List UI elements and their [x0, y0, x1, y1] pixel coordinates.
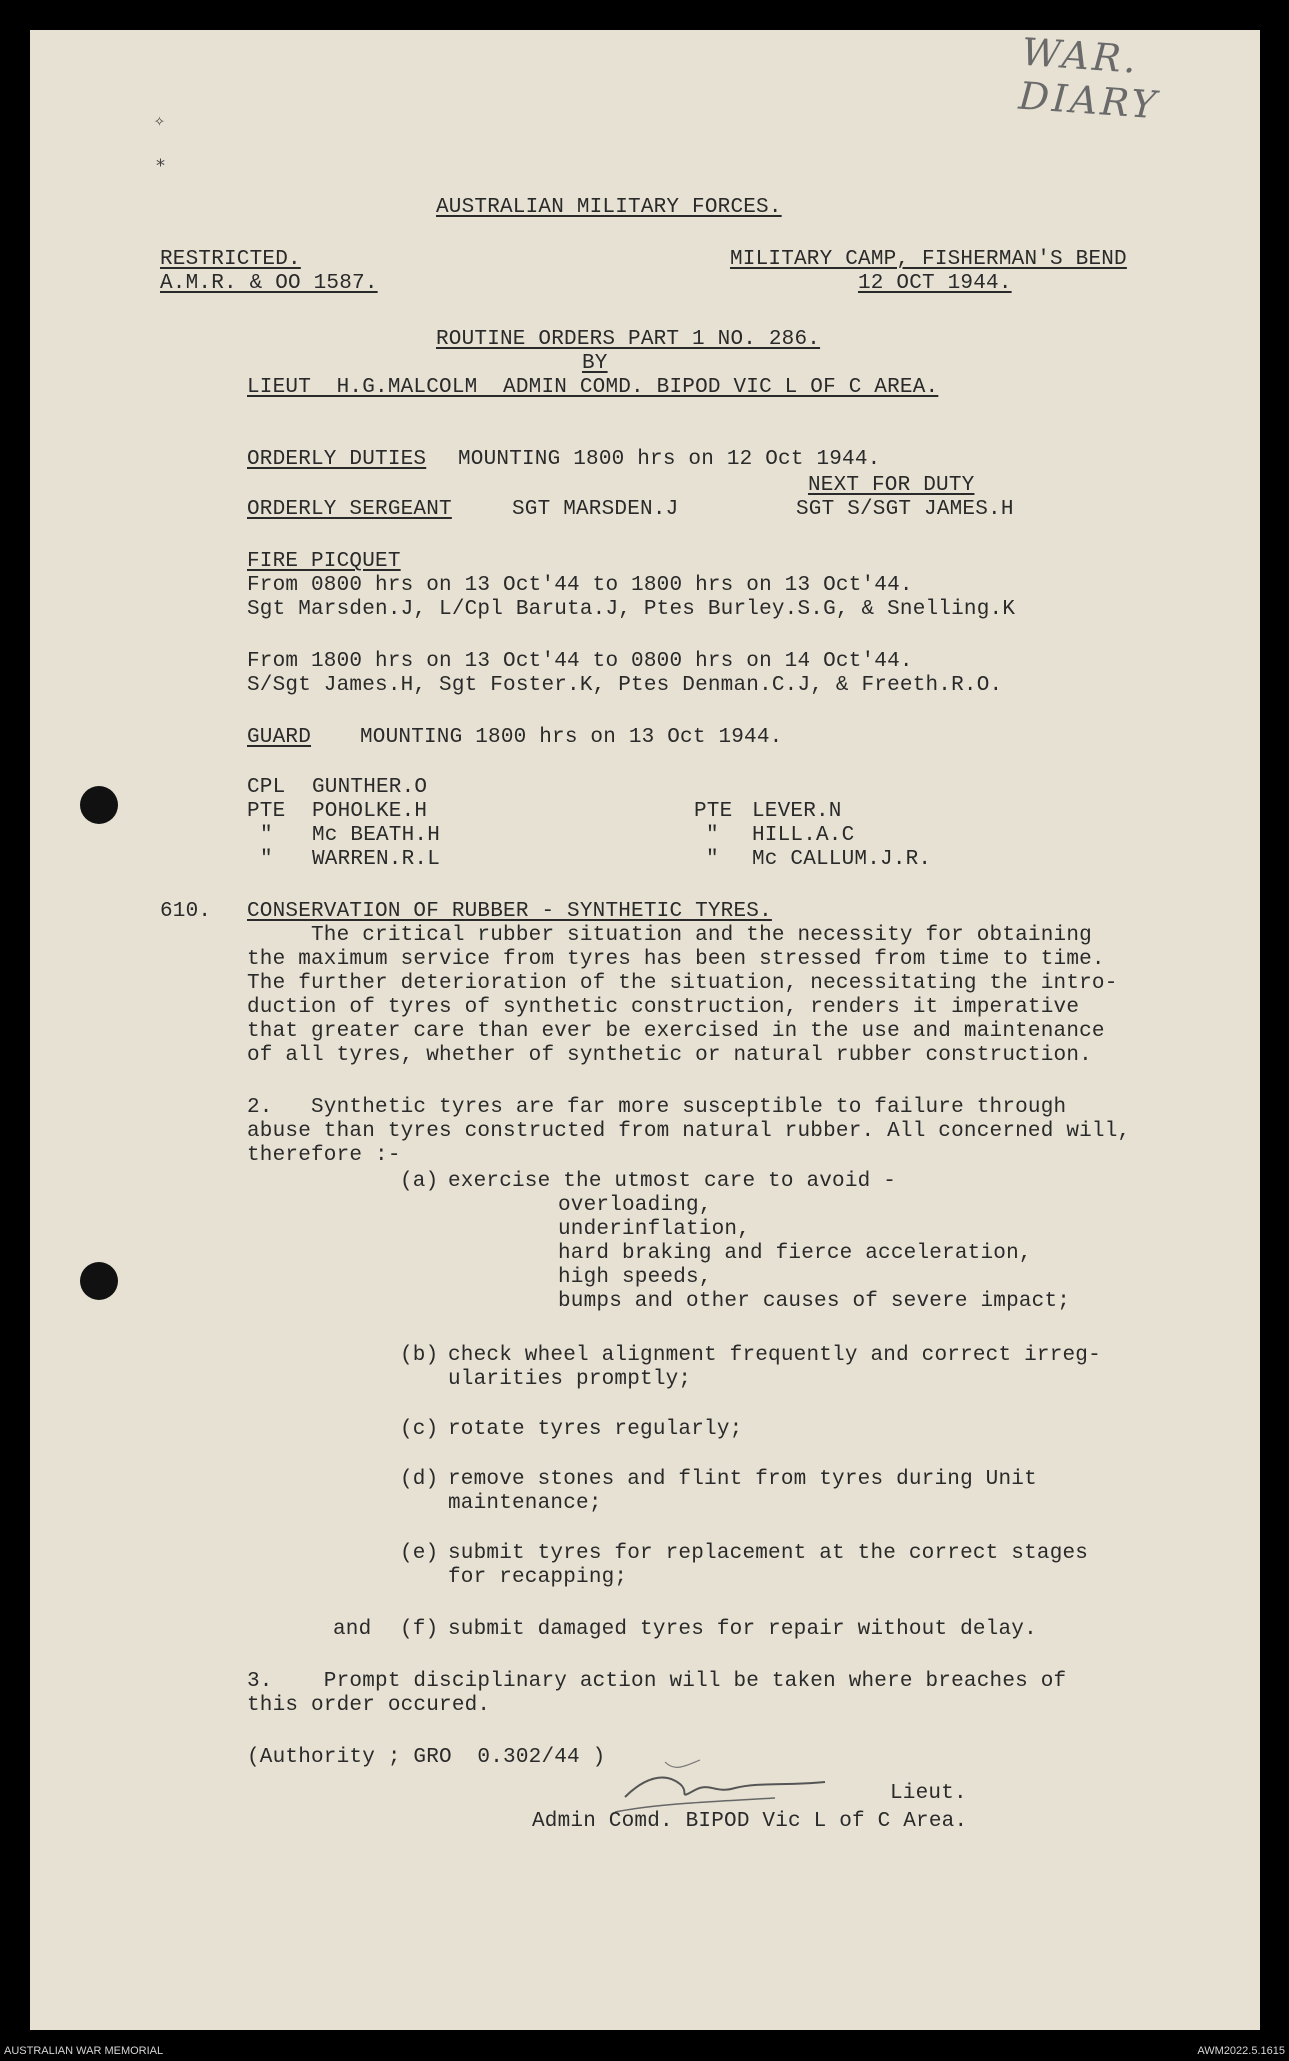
guard-right-name: HILL.A.C: [752, 824, 855, 847]
paragraph-3-line: this order occured.: [247, 1694, 491, 1717]
fire-picquet-period-2: From 1800 hrs on 13 Oct'44 to 0800 hrs on 14 Oct'44.: [247, 650, 913, 673]
guard-cpl-name: GUNTHER.O: [312, 776, 428, 799]
item-a-list-item: high speeds,: [558, 1266, 712, 1289]
guard-right-rank: ": [706, 824, 719, 847]
item-a-list-item: bumps and other causes of severe impact;: [558, 1290, 1071, 1313]
guard-right-name: Mc CALLUM.J.R.: [752, 848, 932, 871]
footer-accession-number: AWM2022.5.1615: [1197, 2045, 1285, 2057]
paragraph-2-line: 2. Synthetic tyres are far more susceptible to failure through: [247, 1096, 1067, 1119]
paragraph-1-line: duction of tyres of synthetic construction, renders it imperative: [247, 996, 1080, 1019]
item-e-label: (e): [400, 1542, 439, 1565]
guard-left-rank: ": [260, 848, 273, 871]
paragraph-1-line: The further deterioration of the situation, necessitating the intro-: [247, 972, 1118, 995]
guard-left-rank: PTE: [247, 800, 286, 823]
guard-left-name: WARREN.R.L: [312, 848, 441, 871]
item-d-text: maintenance;: [448, 1492, 602, 1515]
guard-right-rank: ": [706, 848, 719, 871]
paragraph-2-line: therefore :-: [247, 1144, 401, 1167]
item-b-text: check wheel alignment frequently and correct irreg-: [448, 1344, 1101, 1367]
fire-picquet-label: FIRE PICQUET: [247, 550, 401, 573]
paragraph-1-line: that greater care than ever be exercised in the use and maintenance: [247, 1020, 1105, 1043]
item-d-label: (d): [400, 1468, 439, 1491]
fire-picquet-names-2: S/Sgt James.H, Sgt Foster.K, Ptes Denman.C.J, & Freeth.R.O.: [247, 674, 1003, 697]
staple-mark: ✧: [154, 112, 165, 132]
orders-title: ROUTINE ORDERS PART 1 NO. 286.: [436, 328, 821, 351]
classification: RESTRICTED.: [160, 248, 301, 271]
paragraph-2-line: abuse than tyres constructed from natural rubber. All concerned will,: [247, 1120, 1131, 1143]
guard-left-rank: ": [260, 824, 273, 847]
authority-reference: (Authority ; GRO 0.302/44 ): [247, 1746, 606, 1769]
fire-picquet-names-1: Sgt Marsden.J, L/Cpl Baruta.J, Ptes Burley.S.G, & Snelling.K: [247, 598, 1016, 621]
item-a-text: exercise the utmost care to avoid -: [448, 1170, 897, 1193]
item-c-text: rotate tyres regularly;: [448, 1418, 743, 1441]
item-b-text: ularities promptly;: [448, 1368, 692, 1391]
item-b-label: (b): [400, 1344, 439, 1367]
paragraph-1-line: The critical rubber situation and the necessity for obtaining: [247, 924, 1092, 947]
item-f-text: submit damaged tyres for repair without delay.: [448, 1618, 1037, 1641]
guard-right-rank: PTE: [694, 800, 733, 823]
paragraph-1-line: of all tyres, whether of synthetic or natural rubber construction.: [247, 1044, 1092, 1067]
document-page: [30, 30, 1260, 2030]
orderly-sergeant-label: ORDERLY SERGEANT: [247, 498, 452, 521]
guard-left-name: POHOLKE.H: [312, 800, 428, 823]
item-c-label: (c): [400, 1418, 439, 1441]
guard-text: MOUNTING 1800 hrs on 13 Oct 1944.: [360, 726, 783, 749]
orderly-duties-text: MOUNTING 1800 hrs on 12 Oct 1944.: [458, 448, 881, 471]
punch-hole: [80, 1262, 118, 1300]
footer-institution: AUSTRALIAN WAR MEMORIAL: [4, 2045, 164, 2057]
fire-picquet-period-1: From 0800 hrs on 13 Oct'44 to 1800 hrs on 13 Oct'44.: [247, 574, 913, 597]
punch-hole: [80, 786, 118, 824]
by-line: BY: [582, 352, 608, 375]
paragraph-3-line: 3. Prompt disciplinary action will be taken where breaches of: [247, 1670, 1067, 1693]
reference-number: A.M.R. & OO 1587.: [160, 272, 378, 295]
staple-mark: ⁎: [156, 152, 165, 172]
issuer: LIEUT H.G.MALCOLM ADMIN COMD. BIPOD VIC L OF C AREA.: [247, 376, 939, 399]
orderly-sergeant-name: SGT MARSDEN.J: [512, 498, 679, 521]
next-sergeant: SGT S/SGT JAMES.H: [796, 498, 1014, 521]
orderly-duties-label: ORDERLY DUTIES: [247, 448, 427, 471]
item-f-prefix: and: [333, 1618, 372, 1641]
location: MILITARY CAMP, FISHERMAN'S BEND: [730, 248, 1127, 271]
item-a-list-item: overloading,: [558, 1194, 712, 1217]
signatory-title: Admin Comd. BIPOD Vic L of C Area.: [532, 1810, 968, 1833]
paragraph-1-line: the maximum service from tyres has been stressed from time to time.: [247, 948, 1105, 971]
item-a-label: (a): [400, 1170, 439, 1193]
handwritten-annotation: WAR. DIARY: [1017, 30, 1161, 128]
document-title: AUSTRALIAN MILITARY FORCES.: [436, 196, 782, 219]
item-a-list-item: hard braking and fierce acceleration,: [558, 1242, 1032, 1265]
item-d-text: remove stones and flint from tyres during Unit: [448, 1468, 1037, 1491]
guard-label: GUARD: [247, 726, 312, 749]
item-e-text: for recapping;: [448, 1566, 628, 1589]
document-date: 12 OCT 1944.: [858, 272, 1012, 295]
section-heading: CONSERVATION OF RUBBER - SYNTHETIC TYRES.: [247, 900, 772, 923]
guard-right-name: LEVER.N: [752, 800, 842, 823]
signatory-rank: Lieut.: [890, 1782, 967, 1805]
next-for-duty-label: NEXT FOR DUTY: [808, 474, 975, 497]
guard-left-name: Mc BEATH.H: [312, 824, 441, 847]
item-a-list-item: underinflation,: [558, 1218, 751, 1241]
item-f-label: (f): [400, 1618, 439, 1641]
item-e-text: submit tyres for replacement at the correct stages: [448, 1542, 1089, 1565]
guard-cpl-rank: CPL: [247, 776, 286, 799]
section-number: 610.: [160, 900, 212, 923]
